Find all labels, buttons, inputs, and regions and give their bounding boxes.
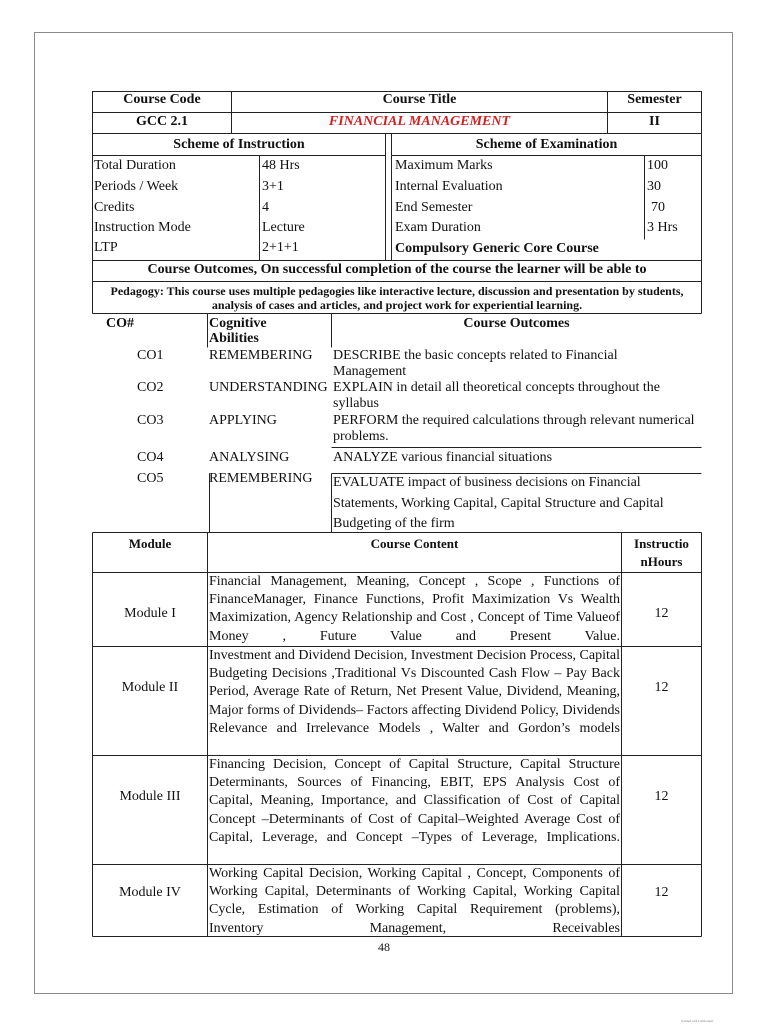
examination-label: Exam Duration: [395, 220, 481, 235]
co-id: CO1: [137, 348, 164, 363]
examination-value: 100: [647, 158, 668, 173]
instruction-label: Periods / Week: [94, 179, 179, 194]
cognitive-header-line2: Abilities: [209, 331, 259, 346]
co-id: CO3: [137, 413, 164, 428]
examination-heading: Scheme of Examination: [475, 137, 618, 152]
outcomes-intro: Course Outcomes, On successful completion of the course the learner will be able to: [147, 262, 647, 277]
examination-value: 3 Hrs: [647, 220, 678, 235]
instruction-label: Credits: [94, 200, 135, 215]
core-course-label: Compulsory Generic Core Course: [395, 241, 599, 256]
content-header: Course Content: [370, 536, 459, 551]
semester-value: II: [649, 114, 660, 129]
co-description: EVALUATE impact of business decisions on Financial Statements, Working Capital, Capital Structure and Capital Budgeting of the firm: [333, 475, 664, 531]
co-id: CO2: [137, 380, 164, 395]
course-code-value: GCC 2.1: [135, 114, 189, 129]
hours-header-line2: nHours: [640, 554, 683, 569]
instruction-value: 4: [262, 200, 269, 215]
module-name: Module III: [119, 789, 181, 804]
co-ability: ANALYSING: [209, 450, 290, 465]
module-name: Module I: [124, 606, 176, 621]
examination-label: End Semester: [395, 200, 473, 215]
instruction-label: Instruction Mode: [94, 220, 191, 235]
cognitive-header-line1: Cognitive: [209, 316, 267, 331]
module-hours: 12: [654, 680, 669, 695]
module-hours: 12: [654, 606, 669, 621]
examination-label: Maximum Marks: [395, 158, 493, 173]
module-name: Module IV: [119, 885, 181, 900]
instruction-value: 3+1: [262, 179, 284, 194]
pedagogy-text: Pedagogy: This course uses multiple pedagogies like interactive lecture, discussion and presentation by students, analysis of cases and articles, and project work for experiential learning.: [110, 284, 684, 312]
hours-header-line1: Instructio: [634, 536, 689, 551]
co-description: EXPLAIN in detail all theoretical concepts throughout the syllabus: [333, 380, 660, 411]
co-ability: UNDERSTANDING: [209, 380, 328, 395]
instruction-label: LTP: [94, 240, 118, 255]
scanner-watermark: Scanned with CamScanner: [681, 1019, 714, 1023]
instruction-heading: Scheme of Instruction: [173, 137, 305, 152]
course-title-value: FINANCIAL MANAGEMENT: [328, 114, 511, 129]
instruction-value: 48 Hrs: [262, 158, 300, 173]
co-ability: APPLYING: [209, 413, 277, 428]
co-header: CO#: [106, 316, 134, 331]
examination-value: 30: [647, 179, 661, 194]
semester-label: Semester: [627, 92, 682, 107]
module-name: Module II: [121, 680, 179, 695]
course-title-label: Course Title: [382, 92, 457, 107]
co-description: DESCRIBE the basic concepts related to Financial Management: [333, 348, 618, 379]
co-description: ANALYZE various financial situations: [333, 450, 553, 465]
examination-label: Internal Evaluation: [395, 179, 503, 194]
examination-value: 70: [651, 200, 665, 215]
co-id: CO4: [137, 450, 164, 465]
co-id: CO5: [137, 471, 164, 486]
page-number: 48: [378, 940, 390, 954]
module-hours: 12: [654, 789, 669, 804]
module-header: Module: [128, 536, 172, 551]
module-content: Financial Management, Meaning, Concept , Scope , Functions of FinanceManager, Finance Functions, Profit Maximization Vs Wealth Maximization, Agency Relationship and Cost , Concept of Time Valueof Money , Future Value and Present Value.: [209, 574, 620, 644]
co-ability: REMEMBERING: [209, 348, 313, 363]
instruction-value: 2+1+1: [262, 240, 299, 255]
course-code-label: Course Code: [123, 92, 201, 107]
module-hours: 12: [654, 885, 669, 900]
outcomes-header: Course Outcomes: [463, 316, 570, 331]
module-content: Investment and Dividend Decision, Investment Decision Process, Capital Budgeting Decisions ,Traditional Vs Discounted Cash Flow – Pay Back Period, Average Rate of Return, Net Present Value, Dividend, Meaning, Major forms of Dividends– Factors affecting Dividend Policy, Dividends Relevance and Irrelevance Models , Walter and Gordon’s models: [209, 648, 620, 736]
instruction-label: Total Duration: [94, 158, 176, 173]
instruction-value: Lecture: [262, 220, 305, 235]
module-content: Working Capital Decision, Working Capital , Concept, Components of Working Capital, Determinants of Working Capital, Working Capital Cycle, Estimation of Working Capital Requirement (problems), Inventory Management, Receivables: [209, 866, 620, 936]
co-description: PERFORM the required calculations through relevant numerical problems.: [333, 413, 695, 444]
co-ability: REMEMBERING: [209, 471, 313, 486]
module-content: Financing Decision, Concept of Capital Structure, Capital Structure Determinants, Sources of Financing, EBIT, EPS Analysis Cost of Capital, Meaning, Importance, and Classification of Cost of Capital Concept –Determinants of Cost of Capital–Weighted Average Cost of Capital, Leverage, and Concept –Types of Leverage, Implications.: [209, 757, 620, 845]
